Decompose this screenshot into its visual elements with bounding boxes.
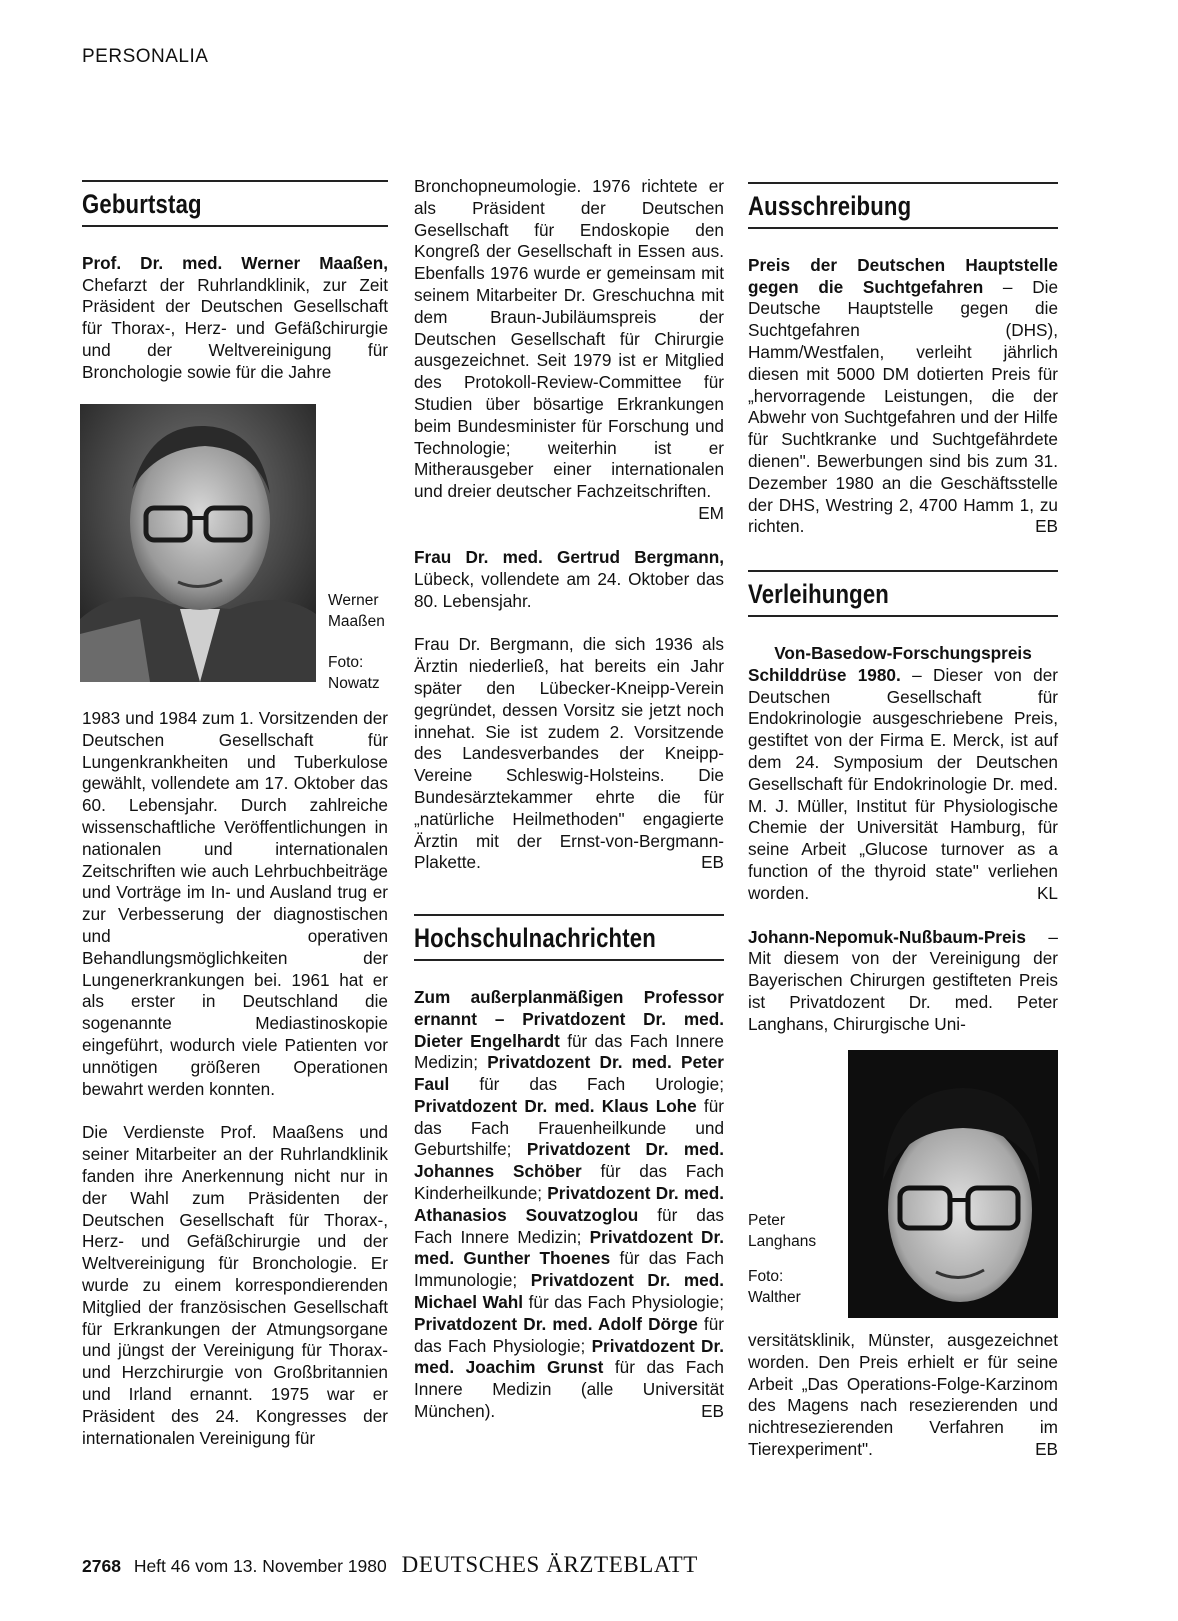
heading-geburtstag: Geburtstag: [82, 189, 202, 219]
author-sign-eb: EB: [1035, 1438, 1058, 1459]
section-heading-verleihungen: [748, 570, 1058, 617]
author-sign-kl: KL: [1036, 882, 1058, 903]
page-footer: [82, 1552, 698, 1578]
article-maassen-body-2: Die Verdienste Prof. Maaßens und seiner Mitarbeiter an der Ruhrlandklinik fanden ihre Anerkennung nicht nur in der Wahl zum Präsidenten der Deutschen Gesellschaft für Thorax-, Herz- und Gefäßchirurgie und der Weltvereinigung für Bronchologie. Er wurde zu einem korrespondierenden Mitglied der französischen Gesellschaft für Erkrankungen der Atmungsorgane und jüngst der Vereinigung für Thorax- und Herzchirurgie von Großbritannien und Irland ernannt. 1975 war er Präsident des 24. Kongresses der internationalen Vereinigung für: [82, 1122, 388, 1448]
caption-credit: Foto: Walther: [748, 1268, 801, 1306]
column-1: [82, 180, 388, 384]
caption-name: Peter Langhans: [748, 1212, 817, 1250]
author-sign-em: EM: [698, 502, 724, 523]
section-heading-hochschulnachrichten: [414, 914, 724, 961]
running-head: PERSONALIA: [82, 46, 209, 67]
author-sign-eb: EB: [1035, 516, 1058, 537]
heading-verleihungen: Verleihungen: [748, 579, 890, 610]
section-heading-geburtstag: [82, 180, 388, 227]
portrait-photo-werner-maassen: [80, 404, 316, 682]
article-maassen-body-1: 1983 und 1984 zum 1. Vorsitzenden der Deutschen Gesellschaft für Lungenkrankheiten und Tuberkulose gewählt, vollendete am 17. Oktober das 60. Lebensjahr. Durch zahlreiche wissenschaftliche Veröffentlichungen in nationalen und internationalen Zeitschriften wie auch Lehrbuchbeiträge und Vorträge im In- und Ausland trug er zur Verbesserung der diagnostischen und operativen Behandlungsmöglichkeiten der Lungenerkrankungen bei. 1961 hat er als erster in Deutschland die sogenannte Mediastinoskopie eingeführt, wodurch viele Patienten vor unnötigen größeren Operationen bewahrt werden konnten.: [82, 708, 388, 1099]
issue-info: Heft 46 vom 13. November 1980: [133, 1556, 387, 1576]
article-dhs-preis: Preis der Deutschen Hauptstelle gegen die Suchtgefahren – Die Deutsche Hauptstelle gegen die Suchtgefahren (DHS), Hamm/Westfalen, verleiht jährlich diesen mit 5000 DM dotierten Preis für „hervorragende Leistungen, die der Abwehr von Suchtgefahren und der Hilfe für Suchtkranke und Suchtgefährdete dienen". Bewerbungen sind bis zum 31. Dezember 1980 an die Geschäftsstelle der DHS, Westring 2, 4700 Hamm 1, zu richten. EB: [748, 254, 1059, 537]
author-sign-eb: EB: [701, 1401, 724, 1422]
heading-hochschulnachrichten: Hochschulnachrichten: [414, 923, 656, 954]
column-1-continued: [82, 708, 388, 1449]
column-2: [414, 176, 724, 1423]
portrait-photo-peter-langhans: [848, 1050, 1058, 1318]
photo-caption-maassen: [328, 590, 388, 694]
article-basedow-preis: Schilddrüse 1980. – Dieser von der Deutschen Gesellschaft für Endokrinologie ausgeschriebene Preis, gestiftet von der Firma E. Merck, ist auf dem 24. Symposium der Deutschen Gesellschaft für Endokrinologie Dr. med. M. J. Müller, Institut für Physiologische Chemie der Universität Hamburg, für seine Arbeit „Glucose turnover as a function of the thyroid state" verliehen worden. KL: [748, 664, 1058, 903]
column-3-continued: [748, 1330, 1058, 1461]
heading-ausschreibung: Ausschreibung: [748, 191, 912, 221]
article-bergmann-intro: Frau Dr. med. Gertrud Bergmann, Lübeck, vollendete am 24. Oktober das 80. Lebensjahr.: [414, 546, 724, 611]
portrait-image: [80, 404, 316, 682]
article-hochschulnachrichten: Zum außerplanmäßigen Professor ernannt – Privatdozent Dr. med. Dieter Engelhardt für das Fach Innere Medizin; Privatdozent Dr. med. Peter Faul für das Fach Urologie; Privatdozent Dr. med. Klaus Lohe für das Fach Frauenheilkunde und Geburtshilfe; Privatdozent Dr. med. Johannes Schöber für das Fach Kinderheilkunde; Privatdozent Dr. med. Athanasios Souvatzoglou für das Fach Innere Medizin; Privatdozent Dr. med. Gunther Thoenes für das Fach Immunologie; Privatdozent Dr. med. Michael Wahl für das Fach Physiologie; Privatdozent Dr. med. Adolf Dörge für das Fach Physiologie; Privatdozent Dr. med. Joachim Grunst für das Fach Innere Medizin (alle Universität München). EB: [414, 986, 724, 1422]
author-sign-eb: EB: [701, 852, 724, 873]
masthead: DEUTSCHES ÄRZTEBLATT: [401, 1552, 698, 1577]
article-nussbaum-preis-continued: versitätsklinik, Münster, ausgezeichnet worden. Den Preis erhielt er für seine Arbeit „Das Operations-Folge-Karzinom des Magens nach resezierenden und nichtresezierenden Verfahren im Tierexperiment". EB: [748, 1330, 1058, 1459]
article-maassen-intro: Prof. Dr. med. Werner Maaßen, Chefarzt der Ruhrlandklinik, zur Zeit Präsident der Deutschen Gesellschaft für Thorax-, Herz- und Gefäßchirurgie und der Weltvereinigung für Bronchologie sowie für die Jahre: [82, 252, 388, 382]
caption-name: Werner Maaßen: [328, 592, 385, 630]
caption-credit: Foto: Nowatz: [328, 654, 380, 692]
photo-caption-langhans: [748, 1210, 838, 1308]
article-bergmann-body: Frau Dr. Bergmann, die sich 1936 als Ärztin niederließ, hat bereits ein Jahr später den Lübecker-Kneipp-Verein gegründet, dessen Vorsitz sie jetzt noch innehat. Sie ist zudem 2. Vorsitzende des Landesverbandes der Kneipp-Vereine Schleswig-Holsteins. Die Bundesärztekammer ehrte die für „natürliche Heilmethoden" engagierte Ärztin mit der Ernst-von-Bergmann-Plakette. EB: [414, 634, 724, 873]
portrait-image: [848, 1050, 1058, 1318]
award-title-basedow: Von-Basedow-Forschungspreis: [774, 642, 1032, 663]
column-3: [748, 182, 1058, 1036]
section-heading-ausschreibung: [748, 182, 1058, 229]
article-nussbaum-preis: Johann-Nepomuk-Nußbaum-Preis – Mit diesem von der Vereinigung der Bayerischen Chirurgen gestifteten Preis ist Privatdozent Dr. med. Peter Langhans, Chirurgische Uni-: [748, 926, 1058, 1034]
article-maassen-body-3: Bronchopneumologie. 1976 richtete er als Präsident der Deutschen Gesellschaft für Endoskopie den Kongreß der Gesellschaft in Essen aus. Ebenfalls 1976 wurde er gemeinsam mit seinem Mitarbeiter Dr. Greschuchna mit dem Braun-Jubiläumspreis der Deutschen Gesellschaft für Chirurgie ausgezeichnet. Seit 1979 ist er Mitglied des Protokoll-Review-Committee für Studien über bösartige Erkrankungen beim Bundesminister für Forschung und Technologie; weiterhin ist er Mitherausgeber einer internationalen und dreier deutscher Fachzeitschriften. EM: [414, 176, 724, 523]
page-number: 2768: [82, 1556, 121, 1576]
